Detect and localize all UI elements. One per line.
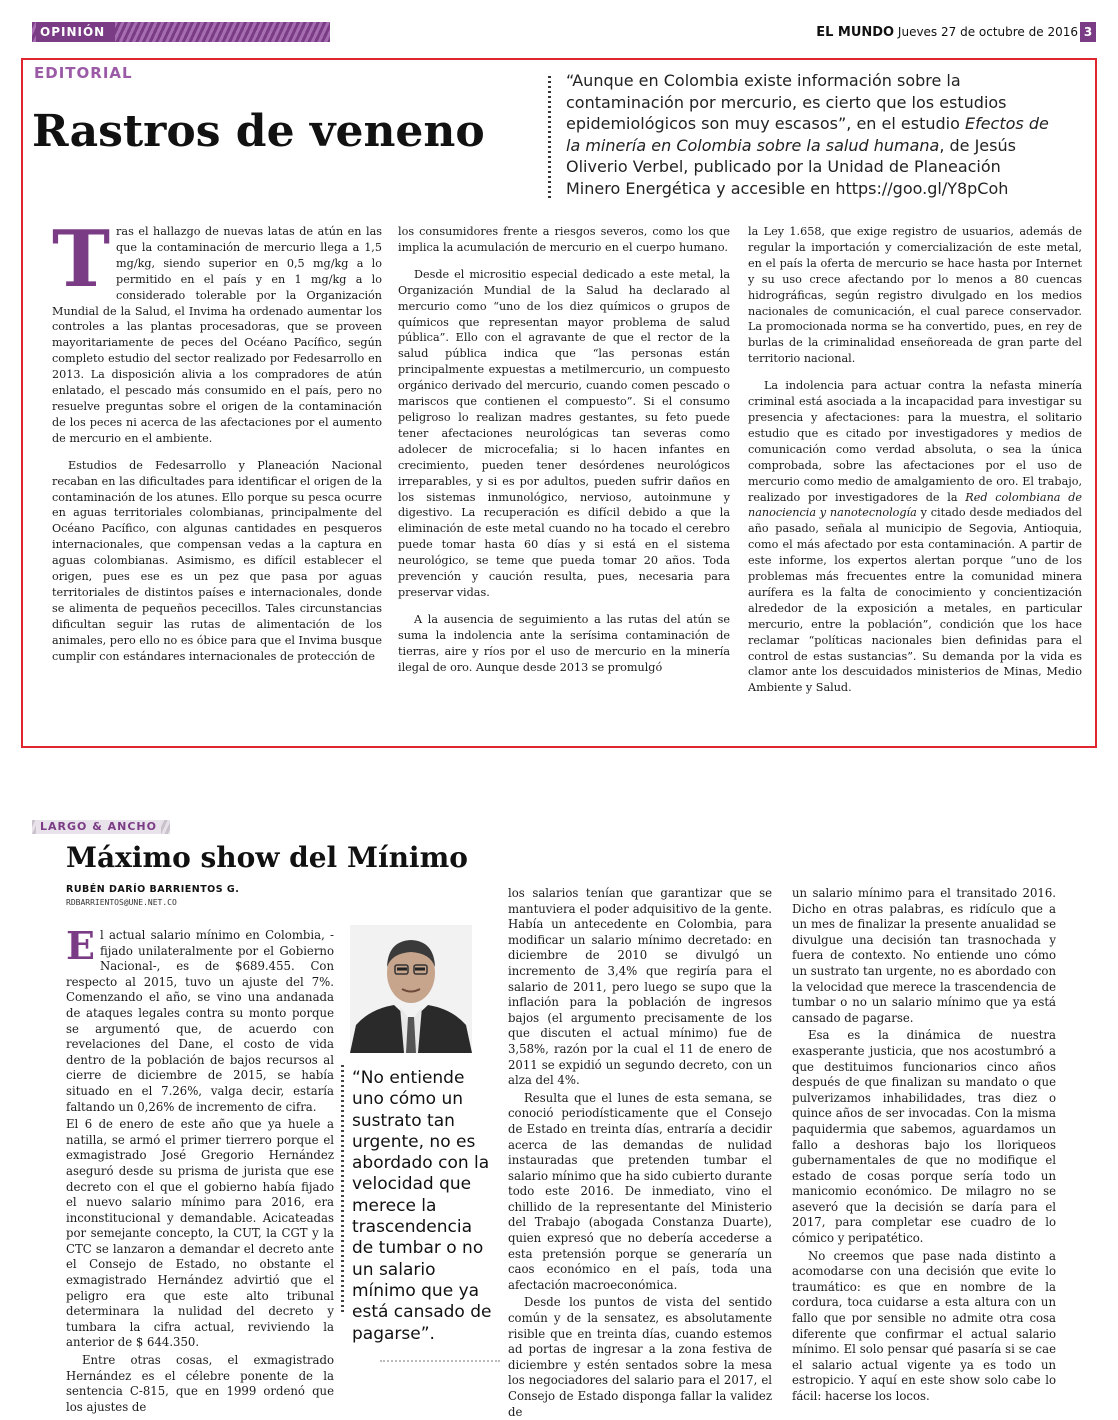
column-text-1 — [66, 923, 334, 1415]
column-text-2 — [508, 886, 772, 1420]
pullquote-divider — [341, 1065, 344, 1313]
network-name: Red colombiana de nanociencia y nanotecnología — [748, 490, 1083, 520]
quote-source: , de Jesús Oliverio Verbel, publicado por la Unidad de Planeación Minero Energética y accesible en https://goo.gl/Y8pCoh — [566, 135, 1016, 198]
paragraph: Estudios de Fedesarrollo y Planeación Nacional recaban en las dificultades para identificar el origen de la contaminación de los atunes. Ello porque su pesca ocurre en aguas territoriales colombianas, principalmente del Océano Pacífico, con algunas cantidades en pesqueros internacionales, que compensan vedas a la captura en aguas colombianas. Asimismo, es difícil establecer el origen, pues ese es un pez que pasa por aguas territoriales de distintos países e internacionales, donde se alimenta de pequeños pececillos. Tales circunstancias dificultan seguir las rutas de alimentación de los animales, pero ello no es óbice para que el Invima busque cumplir con estándares internacionales de protección de — [52, 458, 382, 663]
column-pullquote: “No entiende uno cómo un sustrato tan urgente, no es abordado con la velocidad que merece la trascendencia de tumbar o no un salario mínimo que ya está cansado de pagarse”. — [352, 1068, 492, 1344]
column-author: RUBÉN DARÍO BARRIENTOS G. — [66, 884, 240, 895]
author-photo — [350, 925, 472, 1053]
paragraph: El 6 de enero de este año que ya huele a natilla, se armó el primer tierrero porque el exmagistrado José Gregorio Hernández aseguró desde su prisma de jurista que ese decreto con el que el gobierno había fijado el nuevo salario mínimo para 2016, era inconstitucional y demandable. Acicateadas por semejante concepto, la CUT, la CGT y la CTC se lanzaron a demandar el decreto ante el Consejo de Estado, no obstante el exmagistrado Hernández advirtió que el peligro era que este alto tribunal determinara la nulidad del decreto y tumbara la cifra actual, reviviendo la anterior de $ 644.350. — [66, 1117, 334, 1350]
editorial-kicker: EDITORIAL — [34, 64, 133, 82]
paragraph — [748, 378, 1082, 696]
quote-study-title: Efectos de la minería en Colombia sobre la salud humana — [566, 114, 1049, 155]
editorial-dropcap: T — [52, 214, 111, 305]
paragraph: No creemos que pase nada distinto a acomodarse con una decisión que evite lo traumático: es que en nombre de la cordura, toca cuidarse a esta altura con un fallo que por sensible no admite otra cosa diferente que confirmar el actual salario mínimo. El solo pensar qué pasaría si se cae el salario actual vigente ya es todo un estropicio. Y aquí en este show solo cabe lo fácil: hacerse los locos. — [792, 1248, 1056, 1403]
paragraph: los salarios tenían que garantizar que se mantuviera el poder adquisitivo de la gente. Había un antecedente en Colombia, para modificar un salario mínimo decretado: en diciembre de 2010 se divulgó un incremento de 3,4% que regiría para el salario de 2011, pero luego se supo que la inflación para la población de ingresos bajos (el argumento precisamente de los que discuten el actual mínimo) fue de 3,58%, razón por la cual el 11 de enero de 2011 se expidió un segundo decreto, con un alza del 4%. — [508, 886, 772, 1088]
issue-date: Jueves 27 de octubre de 2016 — [897, 25, 1078, 39]
paragraph: Resulta que el lunes de esta semana, se conoció periodísticamente que el Consejo de Estado en treinta días, entraría a decidir acerca de las demandas de nulidad instauradas que pretenden tumbar el salario mínimo que ha sido cubierto durante todo este 2016. De inmediato, vino el chillido de la representante del Ministerio del Trabajo (abogada Constanza Duarte), quien expresó que no debería accederse a esta pretensión porque se generaría un caos económico en el país, toda una afectación macroeconómica. — [508, 1090, 772, 1292]
column-title: Máximo show del Mínimo — [66, 841, 468, 874]
column-kicker: LARGO & ANCHO — [36, 820, 161, 834]
paragraph: l actual salario mínimo en Colombia, -fijado unilateralmente por el Gobierno Nacional-, es de $689.455. Con respecto al 2015, tuvo un ajuste del 7%. Comenzando el año, se vino una andanada de ataques legales contra su monto porque se argumentó que, de acuerdo con revelaciones del Dane, el costo de vida dentro de la población de bajos recursos al cierre de diciembre de 2015, se había situado en el 7.26%, valga decir, estaría faltando un 0,26% de incremento de cifra. — [66, 928, 334, 1114]
paragraph-text: La indolencia para actuar contra la nefasta minería criminal está asociada a la incapacidad para investigar su presencia y afectaciones: para la muestra, el solitario estudio que es citado por investigadores y medios de comunicación como verdad absoluta, o sea la única comprobada, sobre las afectaciones por el uso de mercurio como medio de amalgamiento de oro. El trabajo, realizado por investigadores de la — [748, 379, 1082, 504]
scan-artifact-dots — [380, 1360, 500, 1362]
paragraph: Desde los puntos de vista del sentido común y de la sensatez, es absolutamente risible que en treinta días, cuando estemos ad portas de ingresar a la zona festiva de diciembre y estén sentados sobre la mesa los negociadores del salario para el 2017, el Consejo de Estado disponga fallar la validez de — [508, 1295, 772, 1419]
paragraph: Entre otras cosas, el exmagistrado Hernández es el célebre ponente de la sentencia C-815, que en 1999 ordenó que los ajustes de — [66, 1353, 334, 1414]
editorial-title: Rastros de veneno — [32, 106, 485, 157]
paragraph: Desde el micrositio especial dedicado a este metal, la Organización Mundial de la Salud ha declarado al mercurio como “uno de los diez químicos o grupos de químicos que representan mayor problema de salud pública”. Ello con el agravante de que el rector de la salud pública indica que “las personas están principalmente expuestas a metilmercurio, un compuesto orgánico derivado del mercurio, cuando comen pescado o mariscos que contienen el compuesto”. Si el consumo peligroso lo realizan madres gestantes, su feto puede tener afectaciones neurológicas tan severas como adolecer de microcefalia; si lo hacen infantes en crecimiento, pueden tener desórdenes neurológicos irreparables, y si es por adultos, pueden sufrir daños en los sistemas inmunológico, nervioso, autoinmune y digestivo. La recuperación es difícil debido a que la eliminación de este metal cuando no ha tocado el cerebro puede tomar hasta 60 días y si está en el sistema neurológico, se teme que pueda tomar 20 años. Toda prevención y caución resulta, pues, necesaria para preservar vidas. — [398, 267, 730, 599]
paragraph: la Ley 1.658, que exige registro de usuarios, además de regular la importación y comercialización de este metal, en el país la oferta de mercurio se hace hasta por Internet y su uso crece afectando por lo menos a 80 cuencas hidrográficas, según registro divulgado en los medios nacionales de comunicación, el cual parece conservador. La promocionada norma se ha convertido, pues, en rey de burlas de la criminalidad enseñoreada de gran parte del territorio nacional. — [748, 225, 1082, 366]
quote-text: “Aunque en Colombia existe información sobre la contaminación por mercurio, es cierto que los estudios epidemiológicos son muy escasos”, en el estudio — [566, 71, 1007, 133]
column-text-3 — [792, 886, 1056, 1405]
quote-divider — [548, 76, 551, 198]
paragraph-text: y citado desde mediados del año pasado, señala al municipio de Segovia, Antioquia, como el más afectado por esta contaminación. A partir de este informe, los expertos alertan porque “uno de los problemas más frecuentes entre la comunidad minera aurífera es la falta de conocimiento y concientización alrededor de la exposición a metales, en particular mercurio, entre la población”, condición que los hace reclamar “políticas nacionales bien definidas para el control de estas sustancias”. Su demanda por la vida es clamor ante los descuidados ministerios de Minas, Medio Ambiente y Salud. — [748, 506, 1082, 695]
paragraph: un salario mínimo para el transitado 2016. Dicho en otras palabras, es ridículo que a un mes de finalizar la presente anualidad se divulgue una decisión tan trasnochada y fuera de contexto. No entiende uno cómo un sustrato tan urgente, no es abordado con la velocidad que merece la trascendencia de tumbar o no un salario mínimo que ya está cansado de pagarse. — [792, 886, 1056, 1025]
editorial-quote — [566, 70, 1056, 199]
editorial-column-1 — [52, 214, 382, 664]
masthead — [816, 22, 1078, 43]
paragraph: A la ausencia de seguimiento a las rutas del atún se suma la indolencia ante la serísima contaminación de tierras, aire y ríos por el uso de mercurio en la minería ilegal de oro. Aunque desde 2013 se promulgó — [398, 612, 730, 674]
section-label: OPINIÓN — [36, 22, 115, 42]
column-dropcap: E — [66, 923, 95, 968]
paragraph: los consumidores frente a riesgos severos, como los que implica la acumulación de mercurio en el cuerpo humano. — [398, 225, 730, 254]
paragraph: ras el hallazgo de nuevas latas de atún en las que la contaminación de mercurio llega a 1,5 mg/kg, siendo superior en 0,5 mg/kg a lo permitido en el país y en 1 mg/kg a lo considerado tolerable por la Organización Mundial de la Salud, el Invima ha ordenado aumentar los controles a las plantas procesadoras, que se proveen mayoritariamente de peces del Océano Pacífico, según completo estudio del sector realizado por Fedesarrollo en 2013. La disposición alivia a los compradores de atún enlatado, el pescado más consumido en el país, pero no resuelve preguntas sobre el origen de la contaminación de los peces ni acerca de las afectaciones por el aumento de mercurio en el ambiente. — [52, 225, 382, 445]
author-email: RDBARRIENTOS@UNE.NET.CO — [66, 898, 177, 907]
page-number: 3 — [1080, 22, 1096, 42]
editorial-column-2 — [398, 224, 730, 675]
paragraph: Esa es la dinámica de nuestra exasperante justicia, que nos acostumbró a que destituimos funcionarios cinco años después de que finalizan su mandato o que pulverizamos inhabilidades, tras diez o quince años de ser invocadas. Con la misma paquidermia que sabemos, aguardamos un fallo a deshoras bajo los lloriqueos gubernamentales de que no modifique el estado de cosas porque sería todo un manicomio económico. De milagro no se aseveró que la decisión se daría para el 2017, para completar ese cuadro de lo cómico y peripatético. — [792, 1028, 1056, 1246]
newspaper-name: EL MUNDO — [816, 25, 895, 40]
author-portrait-image — [350, 925, 472, 1053]
editorial-column-3 — [748, 224, 1082, 696]
